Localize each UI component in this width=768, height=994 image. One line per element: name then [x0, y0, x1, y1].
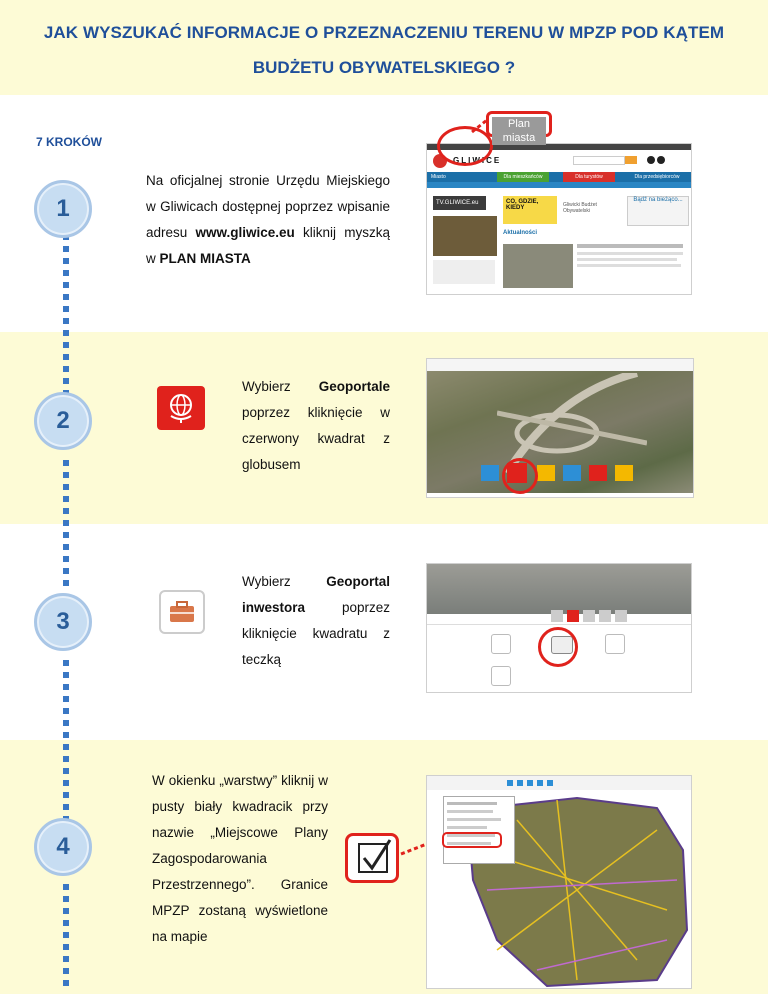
title-line-1: JAK WYSZUKAĆ INFORMACJE O PRZEZNACZENIU TERENU W MPZP POD KĄTEM [43, 23, 725, 42]
shot-logo: GLIWICE [453, 156, 502, 165]
plan-miasta-callout [486, 111, 552, 144]
step-4-number: 4 [34, 818, 92, 876]
highlight-box [442, 832, 502, 848]
step-1-number: 1 [34, 180, 92, 238]
timeline-dots [63, 884, 69, 992]
timeline-dots [63, 660, 69, 828]
step-1-screenshot: GLIWICE Dla mieszkańców Dla turystów Dla przedsiębiorców Miasto TV.GLIWICE.eu CO, GDZIE, KIEDY Gliwicki Budżet Obywatelski Bądź na bieżąco... Aktualności [426, 143, 692, 295]
title-line-2: BUDŻETU OBYWATELSKIEGO ? [252, 58, 516, 77]
highlight-circle [502, 458, 538, 494]
plan-miasta-button[interactable]: Plan miasta [492, 117, 546, 145]
briefcase-icon [159, 590, 205, 634]
checkmark-icon [356, 836, 396, 876]
highlight-circle [538, 627, 578, 667]
timeline-dots [63, 460, 69, 592]
step-3-number: 3 [34, 593, 92, 651]
steps-label: 7 KROKÓW [36, 135, 102, 149]
step-2-number: 2 [34, 392, 92, 450]
step-3-text: Wybierz Geoportal inwestora poprzez kliknięcie kwadratu z teczką [242, 574, 390, 667]
checkbox-callout [345, 833, 399, 883]
step-2-text: Wybierz Geoportale poprzez kliknięcie w czerwony kwadrat z globusem [242, 379, 390, 472]
step-4-text: W okienku „warstwy” kliknij w pusty biały kwadracik przy nazwie „Miejscowe Plany Zagospodarowania Przestrzennego”. Granice MPZP zostaną wyświetlone na mapie [152, 773, 328, 944]
step-2-screenshot [426, 358, 694, 498]
timeline-dots [63, 234, 69, 402]
globe-icon [157, 386, 205, 430]
step-1-text: Na oficjalnej stronie Urzędu Miejskiego w Gliwicach dostępnej poprzez wpisanie adresu www.gliwice.eu kliknij myszką w PLAN MIASTA [146, 173, 391, 266]
step-4-screenshot [426, 775, 692, 989]
page-header [0, 0, 768, 95]
